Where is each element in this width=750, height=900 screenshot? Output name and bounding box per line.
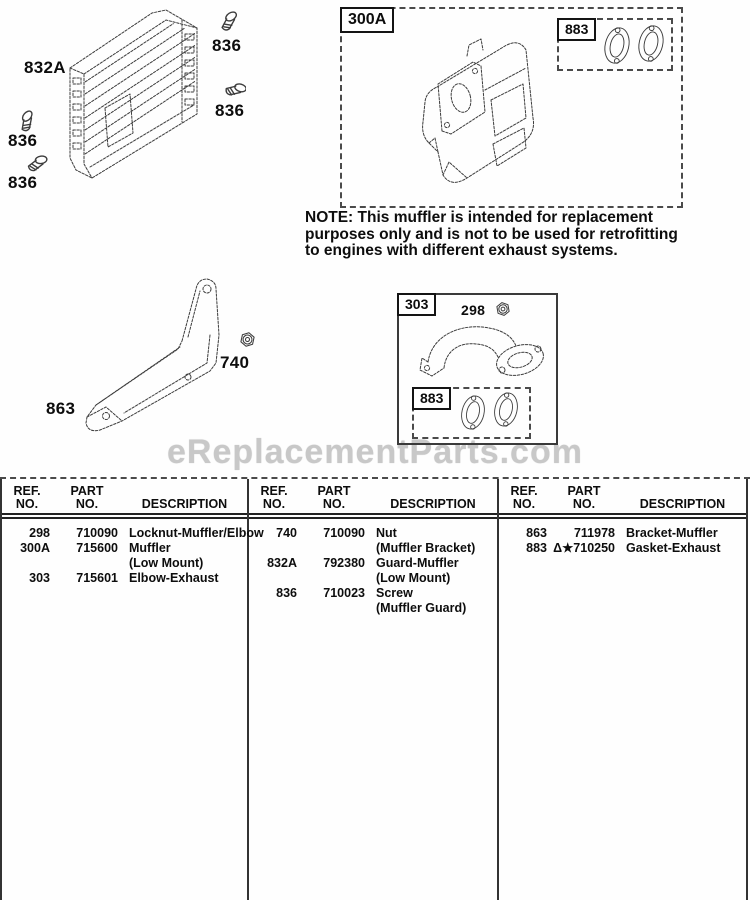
description: Bracket-Muffler (626, 526, 718, 540)
table-row (499, 541, 746, 556)
callout-locknut: 298 (461, 302, 486, 318)
nut-icon (239, 331, 256, 348)
elbow-drawing (412, 320, 552, 380)
ref-no: 832A (267, 556, 297, 570)
parts-column-1 (0, 479, 264, 900)
muffler-guard-drawing (54, 8, 216, 190)
header-ref: REF. NO. (13, 484, 41, 511)
note-line: purposes only and is not to be used for retrofitting (305, 225, 678, 243)
description: Guard-Muffler (376, 556, 459, 570)
callout-screw: 836 (8, 131, 38, 150)
ref-no (251, 601, 297, 616)
callout-guard: 832A (24, 58, 66, 77)
ref-no (4, 556, 50, 571)
part-no (303, 571, 365, 586)
ref-no: 298 (29, 526, 50, 540)
table-row (249, 541, 497, 556)
table-row (2, 526, 264, 541)
part-no (56, 556, 118, 571)
description: (Muffler Bracket) (376, 541, 476, 555)
note-text (305, 210, 678, 260)
description: Elbow-Exhaust (129, 571, 219, 585)
part-no: 710090 (76, 526, 118, 540)
header-part: PART NO. (317, 484, 351, 511)
ref-no: 883 (526, 541, 547, 555)
part-no: 715601 (76, 571, 118, 585)
description: Muffler (129, 541, 171, 555)
table-row (249, 526, 497, 541)
callout-screw: 836 (215, 101, 245, 120)
nut-icon (495, 301, 511, 317)
callout-screw: 836 (8, 173, 38, 192)
description: Screw (376, 586, 413, 600)
table-row (2, 571, 247, 586)
ref-no: 303 (29, 571, 50, 585)
gasket-group-label: 883 (412, 387, 451, 410)
parts-column-2 (249, 479, 499, 900)
table-row (249, 571, 497, 586)
part-no: 710023 (323, 586, 365, 600)
table-body (499, 519, 746, 556)
part-no (303, 601, 365, 616)
ref-no: 740 (276, 526, 297, 540)
watermark: eReplacementParts.com (167, 433, 583, 471)
screw-icon (218, 10, 240, 34)
table-row (249, 556, 497, 571)
table-body (2, 519, 264, 586)
header-desc: DESCRIPTION (390, 497, 476, 511)
part-no: 710090 (323, 526, 365, 540)
header-desc: DESCRIPTION (639, 497, 726, 511)
description: (Muffler Guard) (376, 601, 467, 615)
table-row (2, 556, 247, 571)
muffler-drawing (405, 30, 555, 195)
table-row (249, 586, 497, 601)
header-part: PART NO. (70, 484, 104, 511)
part-no: 792380 (323, 556, 365, 570)
screw-icon (224, 78, 246, 102)
description: Gasket-Exhaust (626, 541, 721, 555)
table-header (2, 479, 247, 513)
callout-bracket: 863 (46, 399, 76, 418)
header-ref: REF. NO. (260, 484, 288, 511)
description: (Low Mount) (376, 571, 451, 585)
table-row (499, 526, 746, 541)
table-header (499, 479, 746, 513)
gasket-icon (601, 23, 633, 68)
header-part: PART NO. (567, 484, 601, 511)
table-row (249, 601, 497, 616)
ref-no (251, 541, 297, 556)
header-desc: DESCRIPTION (141, 497, 228, 511)
gasket-icon (458, 391, 488, 434)
ref-no: 300A (20, 541, 50, 555)
callout-screw: 836 (212, 36, 242, 55)
header-ref: REF. NO. (510, 484, 538, 511)
ref-no: 836 (276, 586, 297, 600)
table-body (249, 519, 497, 616)
gasket-icon (635, 21, 667, 66)
gasket-icon (491, 388, 521, 431)
part-no: 711978 (573, 526, 615, 540)
muffler-group-label: 300A (340, 7, 394, 33)
parts-column-3 (499, 479, 748, 900)
description: Nut (376, 526, 397, 540)
gasket-group-label: 883 (557, 18, 596, 41)
elbow-group-label: 303 (397, 293, 436, 316)
part-no: 715600 (76, 541, 118, 555)
note-line: NOTE: This muffler is intended for replacement (305, 209, 653, 226)
ref-no: 863 (526, 526, 547, 540)
table-row (2, 541, 247, 556)
description: (Low Mount) (129, 556, 204, 570)
table-header (249, 479, 497, 513)
callout-nut: 740 (220, 353, 250, 372)
ref-no (251, 571, 297, 586)
parts-table (0, 477, 750, 900)
part-no (303, 541, 365, 556)
part-no: Δ★710250 (553, 541, 615, 555)
note-line: to engines with different exhaust systems. (305, 242, 618, 259)
description: Locknut-Muffler/Elbow (129, 526, 264, 540)
